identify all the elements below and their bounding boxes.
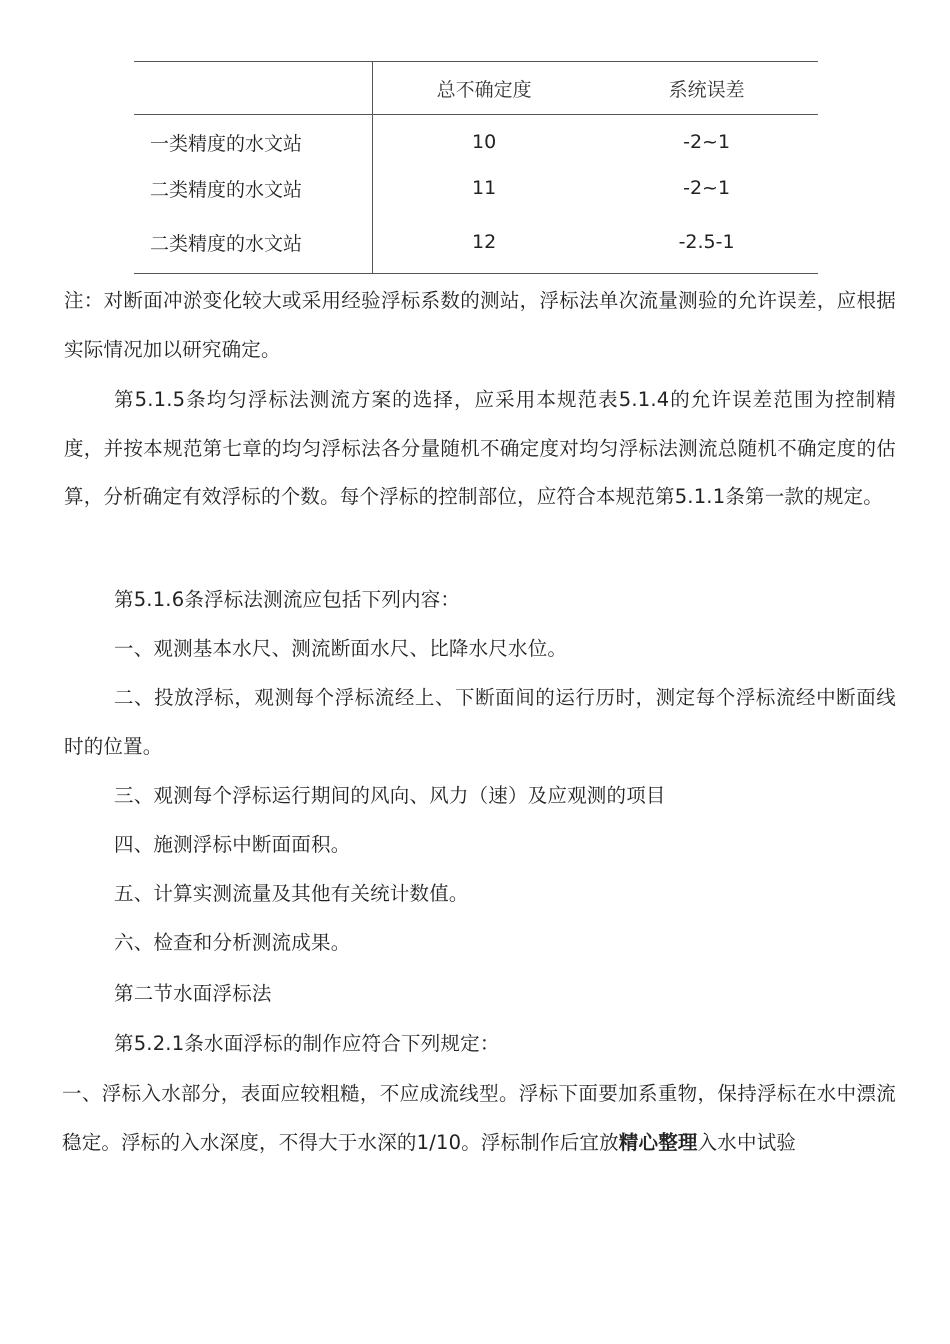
table-cell: -2~1: [683, 131, 731, 153]
section-heading: 第二节水面浮标法: [114, 982, 272, 1005]
list-item: 六、检查和分析测流成果。: [114, 931, 351, 954]
table-row: [134, 115, 818, 166]
list-item: 四、施测浮标中断面面积。: [114, 833, 351, 856]
clause-5-2-1-item: [62, 1070, 896, 1167]
clause-5-1-6: 第5.1.6条浮标法测流应包括下列内容：: [114, 588, 461, 611]
table-cell: -2~1: [683, 177, 731, 199]
clause-5-2-1: 第5.2.1条水面浮标的制作应符合下列规定：: [114, 1032, 500, 1055]
table-cell: 二类精度的水文站: [134, 165, 373, 211]
table-row: [134, 211, 818, 274]
clause-text: 入水中试验: [697, 1130, 797, 1154]
clause-5-1-5: 第5.1.5条均匀浮标法测流方案的选择，应采用本规范表5.1.4的允许误差范围为控制精度，并按本规范第七章的均匀浮标法各分量随机不确定度对均匀浮标法测流总随机不确定度的估算，分析确定有效浮标的个数。每个浮标的控制部位，应符合本规范第5.1.1条第一款的规定。: [64, 388, 896, 508]
table-header-cell: 总不确定度: [373, 62, 596, 115]
table-header-cell: [134, 62, 373, 115]
list-item: 五、计算实测流量及其他有关统计数值。: [114, 882, 469, 905]
list-item: 二、投放浮标，观测每个浮标流经上、下断面间的运行历时，测定每个浮标流经中断面线时的位置。: [64, 686, 896, 758]
table-cell: 一类精度的水文站: [134, 115, 373, 166]
table-row: [134, 165, 818, 211]
table-cell: 11: [472, 177, 497, 199]
table-cell: -2.5-1: [595, 211, 818, 274]
list-item: 一、观测基本水尺、测流断面水尺、比降水尺水位。: [114, 637, 568, 660]
table-header-cell: 系统误差: [595, 62, 818, 115]
clause-text: 一、浮标入水部分，表面应较粗糙，不应成流线型。浮标下面要加系重物，保持浮标在水中漂流稳定。浮标的入水深度，不得大于水深的1/10。浮标制作后宜放: [62, 1082, 896, 1154]
watermark-phrase: 精心整理: [618, 1130, 698, 1154]
table-cell: 10: [472, 131, 497, 153]
table-header-row: [134, 62, 818, 115]
table-cell: 12: [373, 211, 596, 274]
table-cell: 二类精度的水文站: [134, 211, 373, 274]
note-paragraph: 注：对断面冲淤变化较大或采用经验浮标系数的测站，浮标法单次流量测验的允许误差，应根据实际情况加以研究确定。: [64, 289, 896, 361]
error-table: [134, 61, 818, 274]
list-item: 三、观测每个浮标运行期间的风向、风力（速）及应观测的项目: [114, 784, 666, 807]
